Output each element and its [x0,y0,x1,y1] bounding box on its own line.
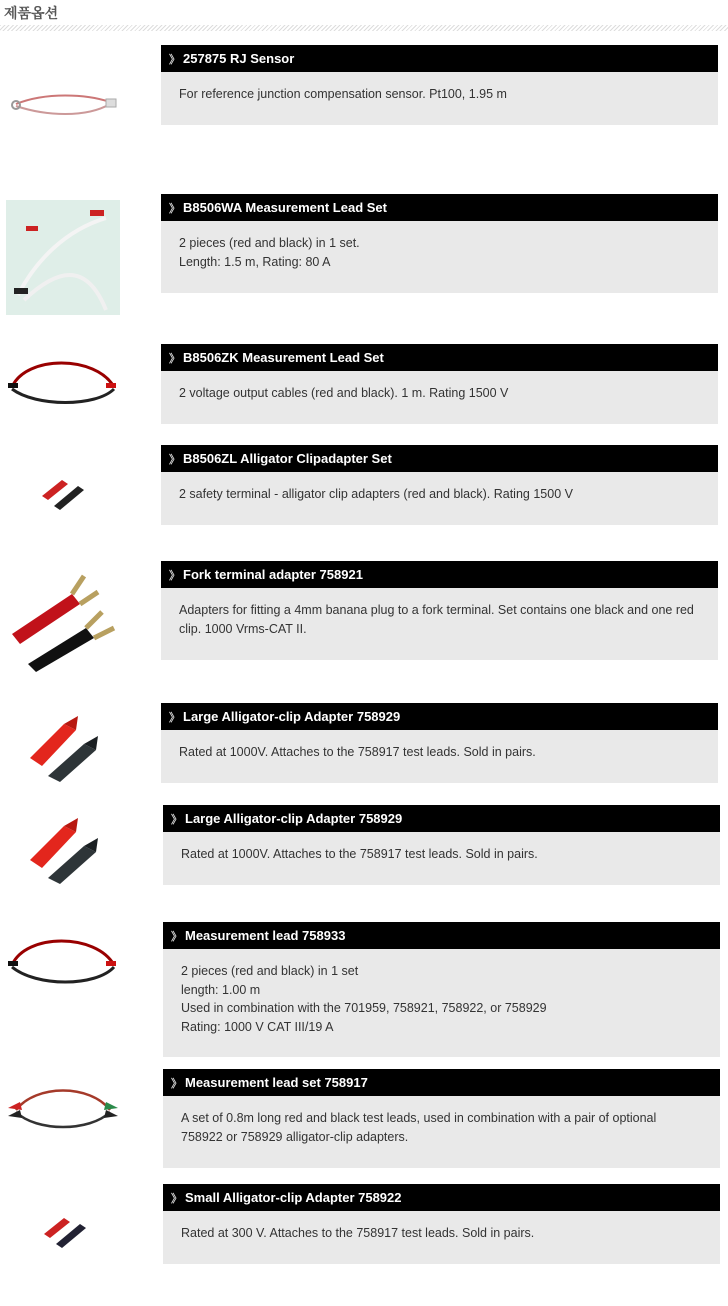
rj-sensor-cable-icon [6,72,120,162]
double-chevron-icon: 》 [169,53,178,66]
description-line: 2 safety terminal - alligator clip adapters (red and black). Rating 1500 V [179,487,573,501]
product-image-758933[interactable] [6,925,120,995]
double-chevron-icon: 》 [169,202,178,215]
product-description [163,832,720,885]
double-chevron-icon: 》 [169,711,178,724]
product-name: Measurement lead set 758917 [185,1075,368,1090]
product-image-b8506wa[interactable] [6,200,120,315]
product-header[interactable] [163,1184,720,1211]
description-line: Length: 1.5 m, Rating: 80 A [179,254,331,269]
product-card [163,922,720,1057]
product-name: Large Alligator-clip Adapter 758929 [185,811,403,826]
product-card [163,1069,720,1168]
product-header[interactable] [161,344,718,371]
product-image-758917[interactable] [6,1080,120,1140]
double-chevron-icon: 》 [171,1077,180,1090]
product-header[interactable] [161,45,718,72]
product-name: Fork terminal adapter 758921 [183,567,363,582]
product-name: Measurement lead 758933 [185,928,346,943]
description-line: clip. 1000 Vrms-CAT II. [179,621,307,636]
description-line: Rating: 1000 V CAT III/19 A [181,1019,334,1034]
fork-terminal-icon [6,564,120,674]
description-line: Rated at 300 V. Attaches to the 758917 test leads. Sold in pairs. [181,1226,535,1240]
description-line: For reference junction compensation sensor. Pt100, 1.95 m [179,87,507,101]
product-header[interactable] [161,561,718,588]
double-chevron-icon: 》 [169,352,178,365]
page-title: 제품옵션 [4,5,59,21]
product-description [161,371,718,424]
double-chevron-icon: 》 [169,569,178,582]
product-card [161,703,718,783]
product-name: Small Alligator-clip Adapter 758922 [185,1190,402,1205]
product-card [161,45,718,125]
product-card [163,1184,720,1264]
product-image-758929[interactable] [6,708,120,788]
product-image-b8506zk[interactable] [6,345,120,415]
large-alligator-clip-icon [6,810,120,890]
product-description [163,1211,720,1264]
lead-set-with-clips-icon [6,1080,120,1140]
product-image-fork-terminal[interactable] [6,564,120,674]
product-card [161,561,718,660]
product-image-758922[interactable] [6,1198,120,1258]
double-chevron-icon: 》 [171,1192,180,1205]
red-black-cable-icon [6,345,120,415]
product-image-rj-sensor[interactable] [6,72,120,162]
product-description [161,588,718,660]
white-lead-set-icon [6,200,120,315]
product-description [163,1096,720,1168]
description-line: A set of 0.8m long red and black test leads, used in combination with a pair of optional [181,1111,657,1125]
product-description [161,472,718,525]
product-card [161,194,718,293]
product-image-b8506zl[interactable] [6,462,120,517]
description-line: Rated at 1000V. Attaches to the 758917 test leads. Sold in pairs. [179,745,536,759]
product-description [161,730,718,783]
product-description [161,72,718,125]
description-line: 2 pieces (red and black) in 1 set [181,964,359,978]
product-card [163,805,720,885]
double-chevron-icon: 》 [171,813,180,826]
product-name: 257875 RJ Sensor [183,51,295,66]
large-alligator-clip-icon [6,708,120,788]
description-line: 758922 or 758929 alligator-clip adapters. [181,1129,409,1144]
description-line: Used in combination with the 701959, 758921, 758922, or 758929 [181,1001,547,1015]
product-header[interactable] [163,1069,720,1096]
double-chevron-icon: 》 [169,453,178,466]
product-header[interactable] [163,805,720,832]
description-line: length: 1.00 m [181,982,261,997]
product-header[interactable] [163,922,720,949]
description-line: Adapters for fitting a 4mm banana plug to a fork terminal. Set contains one black and one red [179,603,694,617]
description-line: Rated at 1000V. Attaches to the 758917 test leads. Sold in pairs. [181,847,538,861]
product-name: B8506ZL Alligator Clipadapter Set [183,451,392,466]
product-name: Large Alligator-clip Adapter 758929 [183,709,401,724]
product-name: B8506ZK Measurement Lead Set [183,350,384,365]
product-description [163,949,720,1057]
product-header[interactable] [161,445,718,472]
double-chevron-icon: 》 [171,930,180,943]
product-header[interactable] [161,194,718,221]
small-alligator-clip-icon [6,1198,120,1258]
product-card [161,344,718,424]
title-divider [0,25,728,31]
product-description [161,221,718,293]
product-card [161,445,718,525]
small-alligator-clip-icon [6,462,120,517]
product-name: B8506WA Measurement Lead Set [183,200,387,215]
description-line: 2 pieces (red and black) in 1 set. [179,236,360,250]
product-header[interactable] [161,703,718,730]
description-line: 2 voltage output cables (red and black). 1 m. Rating 1500 V [179,386,509,400]
product-image-758929[interactable] [6,810,120,890]
red-black-cable-icon [6,925,120,995]
